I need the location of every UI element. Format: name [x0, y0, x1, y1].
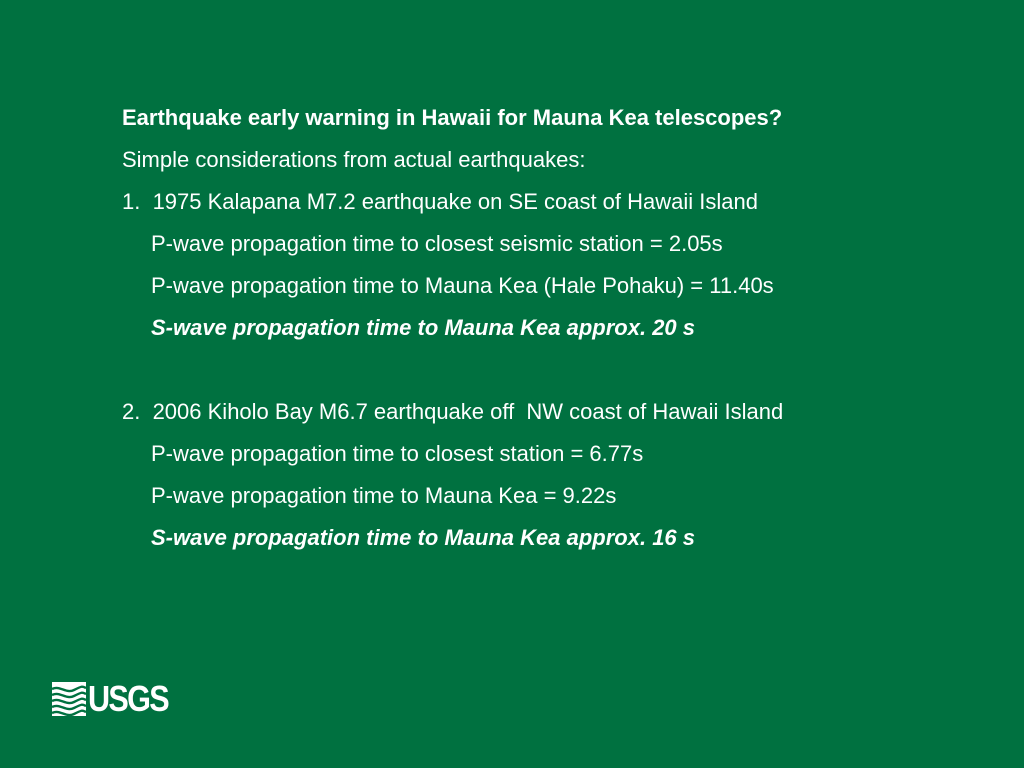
item-1-heading: 1. 1975 Kalapana M7.2 earthquake on SE coast of Hawaii Island [122, 189, 758, 214]
slide-title: Earthquake early warning in Hawaii for Mauna Kea telescopes? [122, 105, 783, 130]
item-1-line-2: P-wave propagation time to Mauna Kea (Hale Pohaku) = 11.40s [151, 273, 774, 298]
item-2-line-1: P-wave propagation time to closest station = 6.77s [151, 441, 644, 466]
item-2-emphasis: S-wave propagation time to Mauna Kea approx. 16 s [151, 525, 696, 550]
spacer [122, 349, 982, 391]
slide-subtitle: Simple considerations from actual earthquakes: [122, 147, 586, 172]
usgs-logo [52, 678, 182, 719]
item-2-line-2: P-wave propagation time to Mauna Kea = 9.22s [151, 483, 617, 508]
slide-content [122, 97, 982, 559]
item-1-emphasis: S-wave propagation time to Mauna Kea approx. 20 s [151, 315, 696, 340]
item-2-heading: 2. 2006 Kiholo Bay M6.7 earthquake off NW coast of Hawaii Island [122, 399, 784, 424]
usgs-wave-icon [52, 682, 86, 716]
usgs-logo-text: USGS [88, 678, 168, 719]
item-1-line-1: P-wave propagation time to closest seismic station = 2.05s [151, 231, 723, 256]
